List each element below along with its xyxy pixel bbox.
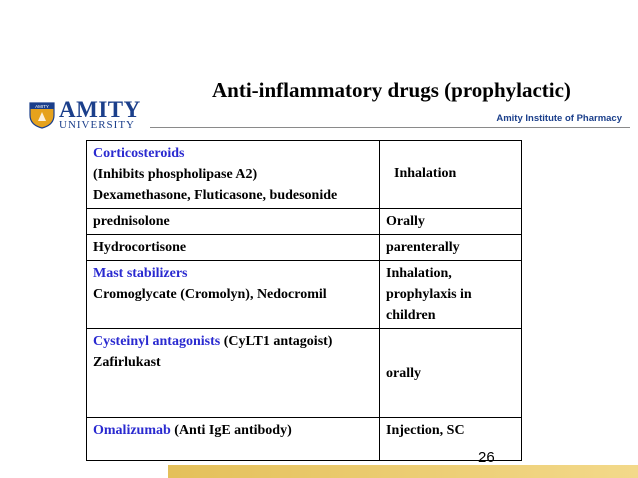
route-cell (380, 209, 522, 235)
table-row (87, 235, 522, 261)
route-cell (380, 235, 522, 261)
table-row (87, 261, 522, 329)
institute-name: Amity Institute of Pharmacy (496, 113, 622, 124)
route-line: parenterally (386, 240, 460, 255)
route-line: Orally (386, 214, 425, 229)
header-rule (150, 127, 630, 128)
drug-cell (87, 209, 380, 235)
drug-class-heading: Omalizumab (93, 423, 171, 438)
table-row (87, 418, 522, 461)
amity-emblem-icon (27, 99, 57, 129)
drug-line: prednisolone (93, 214, 170, 229)
table-row (87, 209, 522, 235)
drug-class-note: (Anti IgE antibody) (170, 423, 292, 438)
route-cell (380, 261, 522, 329)
drug-cell (87, 329, 380, 418)
route-line: Injection, SC (386, 423, 465, 438)
logo-subtitle: UNIVERSITY (59, 119, 135, 131)
drug-class-heading: Mast stabilizers (93, 266, 188, 281)
drug-cell (87, 418, 380, 461)
route-line: children (386, 308, 436, 323)
drug-cell (87, 141, 380, 209)
drug-class-heading-line (93, 420, 373, 441)
drug-line: (Inhibits phospholipase A2) (93, 167, 258, 182)
page-number: 26 (478, 449, 495, 466)
drug-line: Cromoglycate (Cromolyn), Nedocromil (93, 287, 327, 302)
drug-line: Hydrocortisone (93, 240, 187, 255)
emblem-label: AMITY (35, 104, 49, 109)
route-line: prophylaxis in (386, 287, 472, 302)
amity-logo (27, 97, 147, 133)
drug-class-heading-line (93, 331, 373, 352)
drug-class-heading: Cysteinyl antagonists (93, 334, 221, 349)
drug-class-note: (CyLT1 antagoist) (220, 334, 333, 349)
route-line: Inhalation, (386, 266, 452, 281)
route-line: Inhalation (394, 166, 457, 181)
drug-line: Zafirlukast (93, 355, 161, 370)
slide-title: Anti-inflammatory drugs (prophylactic) (212, 78, 571, 102)
route-cell (380, 418, 522, 461)
route-cell (380, 329, 522, 418)
table-row (87, 329, 522, 418)
drug-line: Dexamethasone, Fluticasone, budesonide (93, 188, 338, 203)
drug-class-heading: Corticosteroids (93, 146, 185, 161)
drug-table (86, 140, 522, 461)
drug-cell (87, 261, 380, 329)
route-line: orally (386, 365, 421, 381)
route-cell (380, 141, 522, 209)
table-row (87, 141, 522, 209)
logo-name: AMITY (59, 97, 141, 122)
footer-bar (168, 465, 638, 478)
drug-cell (87, 235, 380, 261)
